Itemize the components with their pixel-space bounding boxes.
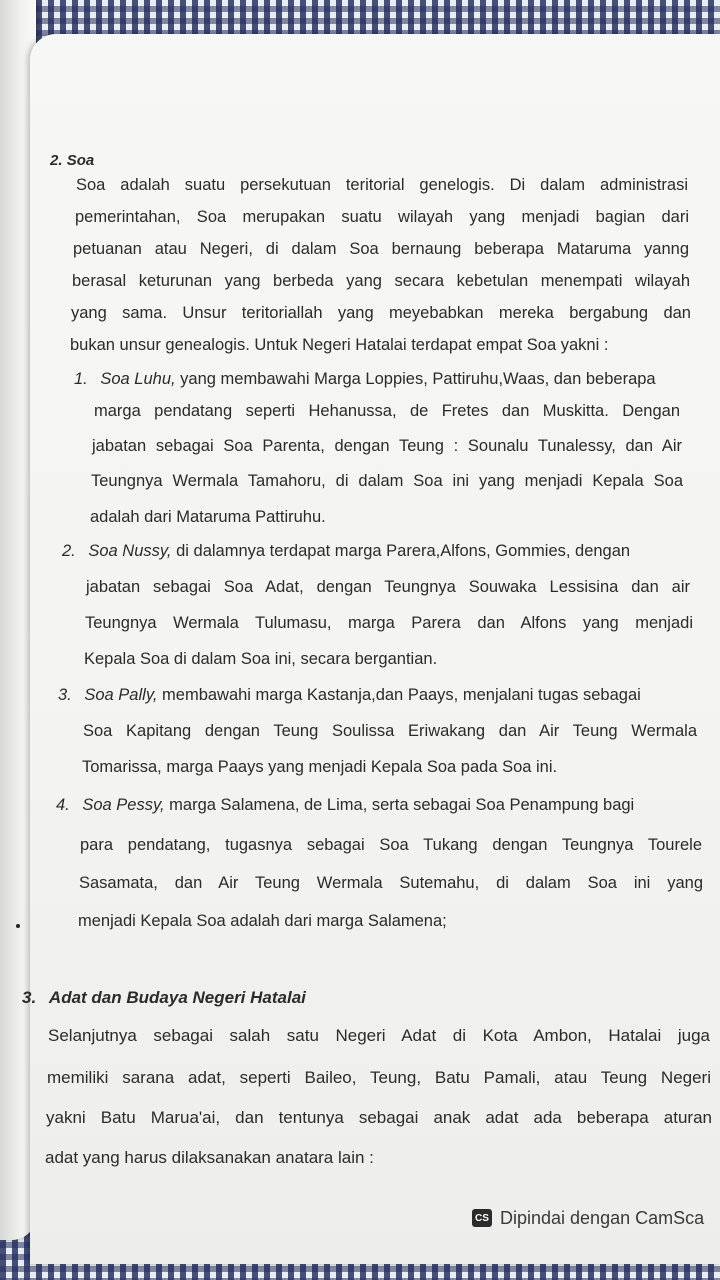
section-2-heading	[50, 152, 94, 169]
list-item-line: Kepala Soa di dalam Soa ini, secara bergantian.	[84, 650, 438, 668]
paragraph-line: petuanan atau Negeri, di dalam Soa bernaung beberapa Mataruma yanng	[73, 240, 689, 258]
soa-name: Soa Luhu,	[100, 370, 176, 388]
item-text: marga Salamena, de Lima, serta sebagai Soa Penampung bagi	[164, 796, 635, 814]
section-title: Soa	[66, 152, 95, 169]
list-item-line: Sasamata, dan Air Teung Wermala Sutemahu, di dalam Soa ini yang	[79, 874, 703, 892]
list-item-line: para pendatang, tugasnya sebagai Soa Tukang dengan Teungnya Tourele	[80, 836, 702, 854]
list-item-line: Teungnya Wermala Tulumasu, marga Parera dan Alfons yang menjadi	[85, 614, 693, 632]
list-item-line: adalah dari Mataruma Pattiruhu.	[90, 508, 326, 526]
paragraph-line: memiliki sarana adat, seperti Baileo, Teung, Batu Pamali, atau Teung Negeri	[47, 1068, 711, 1087]
item-text: yang membawahi Marga Loppies, Pattiruhu,Waas, dan beberapa	[175, 370, 656, 388]
section-3-heading	[22, 988, 306, 1008]
list-item-3-first-line	[58, 686, 641, 705]
soa-name: Soa Pally,	[84, 686, 158, 704]
paragraph-line: yang sama. Unsur teritoriallah yang meyebabkan mereka bergabung dan	[71, 304, 691, 322]
paragraph-line: berasal keturunan yang berbeda yang secara kebetulan menempati wilayah	[72, 272, 690, 290]
section-number: 3.	[22, 988, 37, 1007]
paragraph-line: pemerintahan, Soa merupakan suatu wilayah yang menjadi bagian dari	[75, 208, 689, 226]
camscanner-logo-icon: CS	[472, 1209, 492, 1227]
ink-spot	[16, 924, 20, 928]
list-item-line: Tomarissa, marga Paays yang menjadi Kepala Soa pada Soa ini.	[82, 758, 558, 776]
paragraph-line: yakni Batu Marua'ai, dan tentunya sebagai anak adat ada beberapa aturan	[46, 1108, 712, 1127]
soa-name: Soa Pessy,	[82, 796, 165, 814]
section-title: Adat dan Budaya Negeri Hatalai	[48, 988, 306, 1007]
item-number: 2.	[62, 542, 76, 560]
item-number: 1.	[74, 370, 88, 388]
list-item-line: Soa Kapitang dengan Teung Soulissa Eriwakang dan Air Teung Wermala	[83, 722, 697, 740]
soa-name: Soa Nussy,	[88, 542, 172, 560]
item-number: 4.	[56, 796, 70, 814]
list-item-line: marga pendatang seperti Hehanussa, de Fretes dan Muskitta. Dengan	[94, 402, 680, 420]
watermark-text: Dipindai dengan CamSca	[500, 1207, 705, 1228]
list-item-line: jabatan sebagai Soa Parenta, dengan Teung : Sounalu Tunalessy, dan Air	[92, 437, 682, 455]
section-number: 2.	[50, 152, 63, 169]
paragraph-line: Soa adalah suatu persekutuan teritorial genelogis. Di dalam administrasi	[76, 176, 688, 194]
list-item-4-first-line	[56, 796, 634, 815]
item-text: membawahi marga Kastanja,dan Paays, menjalani tugas sebagai	[157, 686, 641, 704]
list-item-line: menjadi Kepala Soa adalah dari marga Salamena;	[78, 912, 447, 930]
item-text: di dalamnya terdapat marga Parera,Alfons, Gommies, dengan	[171, 542, 631, 560]
list-item-1-first-line	[74, 370, 656, 389]
scanner-watermark	[472, 1206, 704, 1230]
paragraph-line: Selanjutnya sebagai salah satu Negeri Adat di Kota Ambon, Hatalai juga	[48, 1026, 710, 1045]
list-item-line: jabatan sebagai Soa Adat, dengan Teungnya Souwaka Lessisina dan air	[86, 578, 690, 596]
list-item-2-first-line	[62, 542, 630, 561]
paragraph-line: bukan unsur genealogis. Untuk Negeri Hatalai terdapat empat Soa yakni :	[70, 336, 609, 354]
item-number: 3.	[58, 686, 72, 704]
list-item-line: Teungnya Wermala Tamahoru, di dalam Soa ini yang menjadi Kepala Soa	[91, 472, 683, 490]
paragraph-line: adat yang harus dilaksanakan anatara lain :	[45, 1148, 374, 1167]
